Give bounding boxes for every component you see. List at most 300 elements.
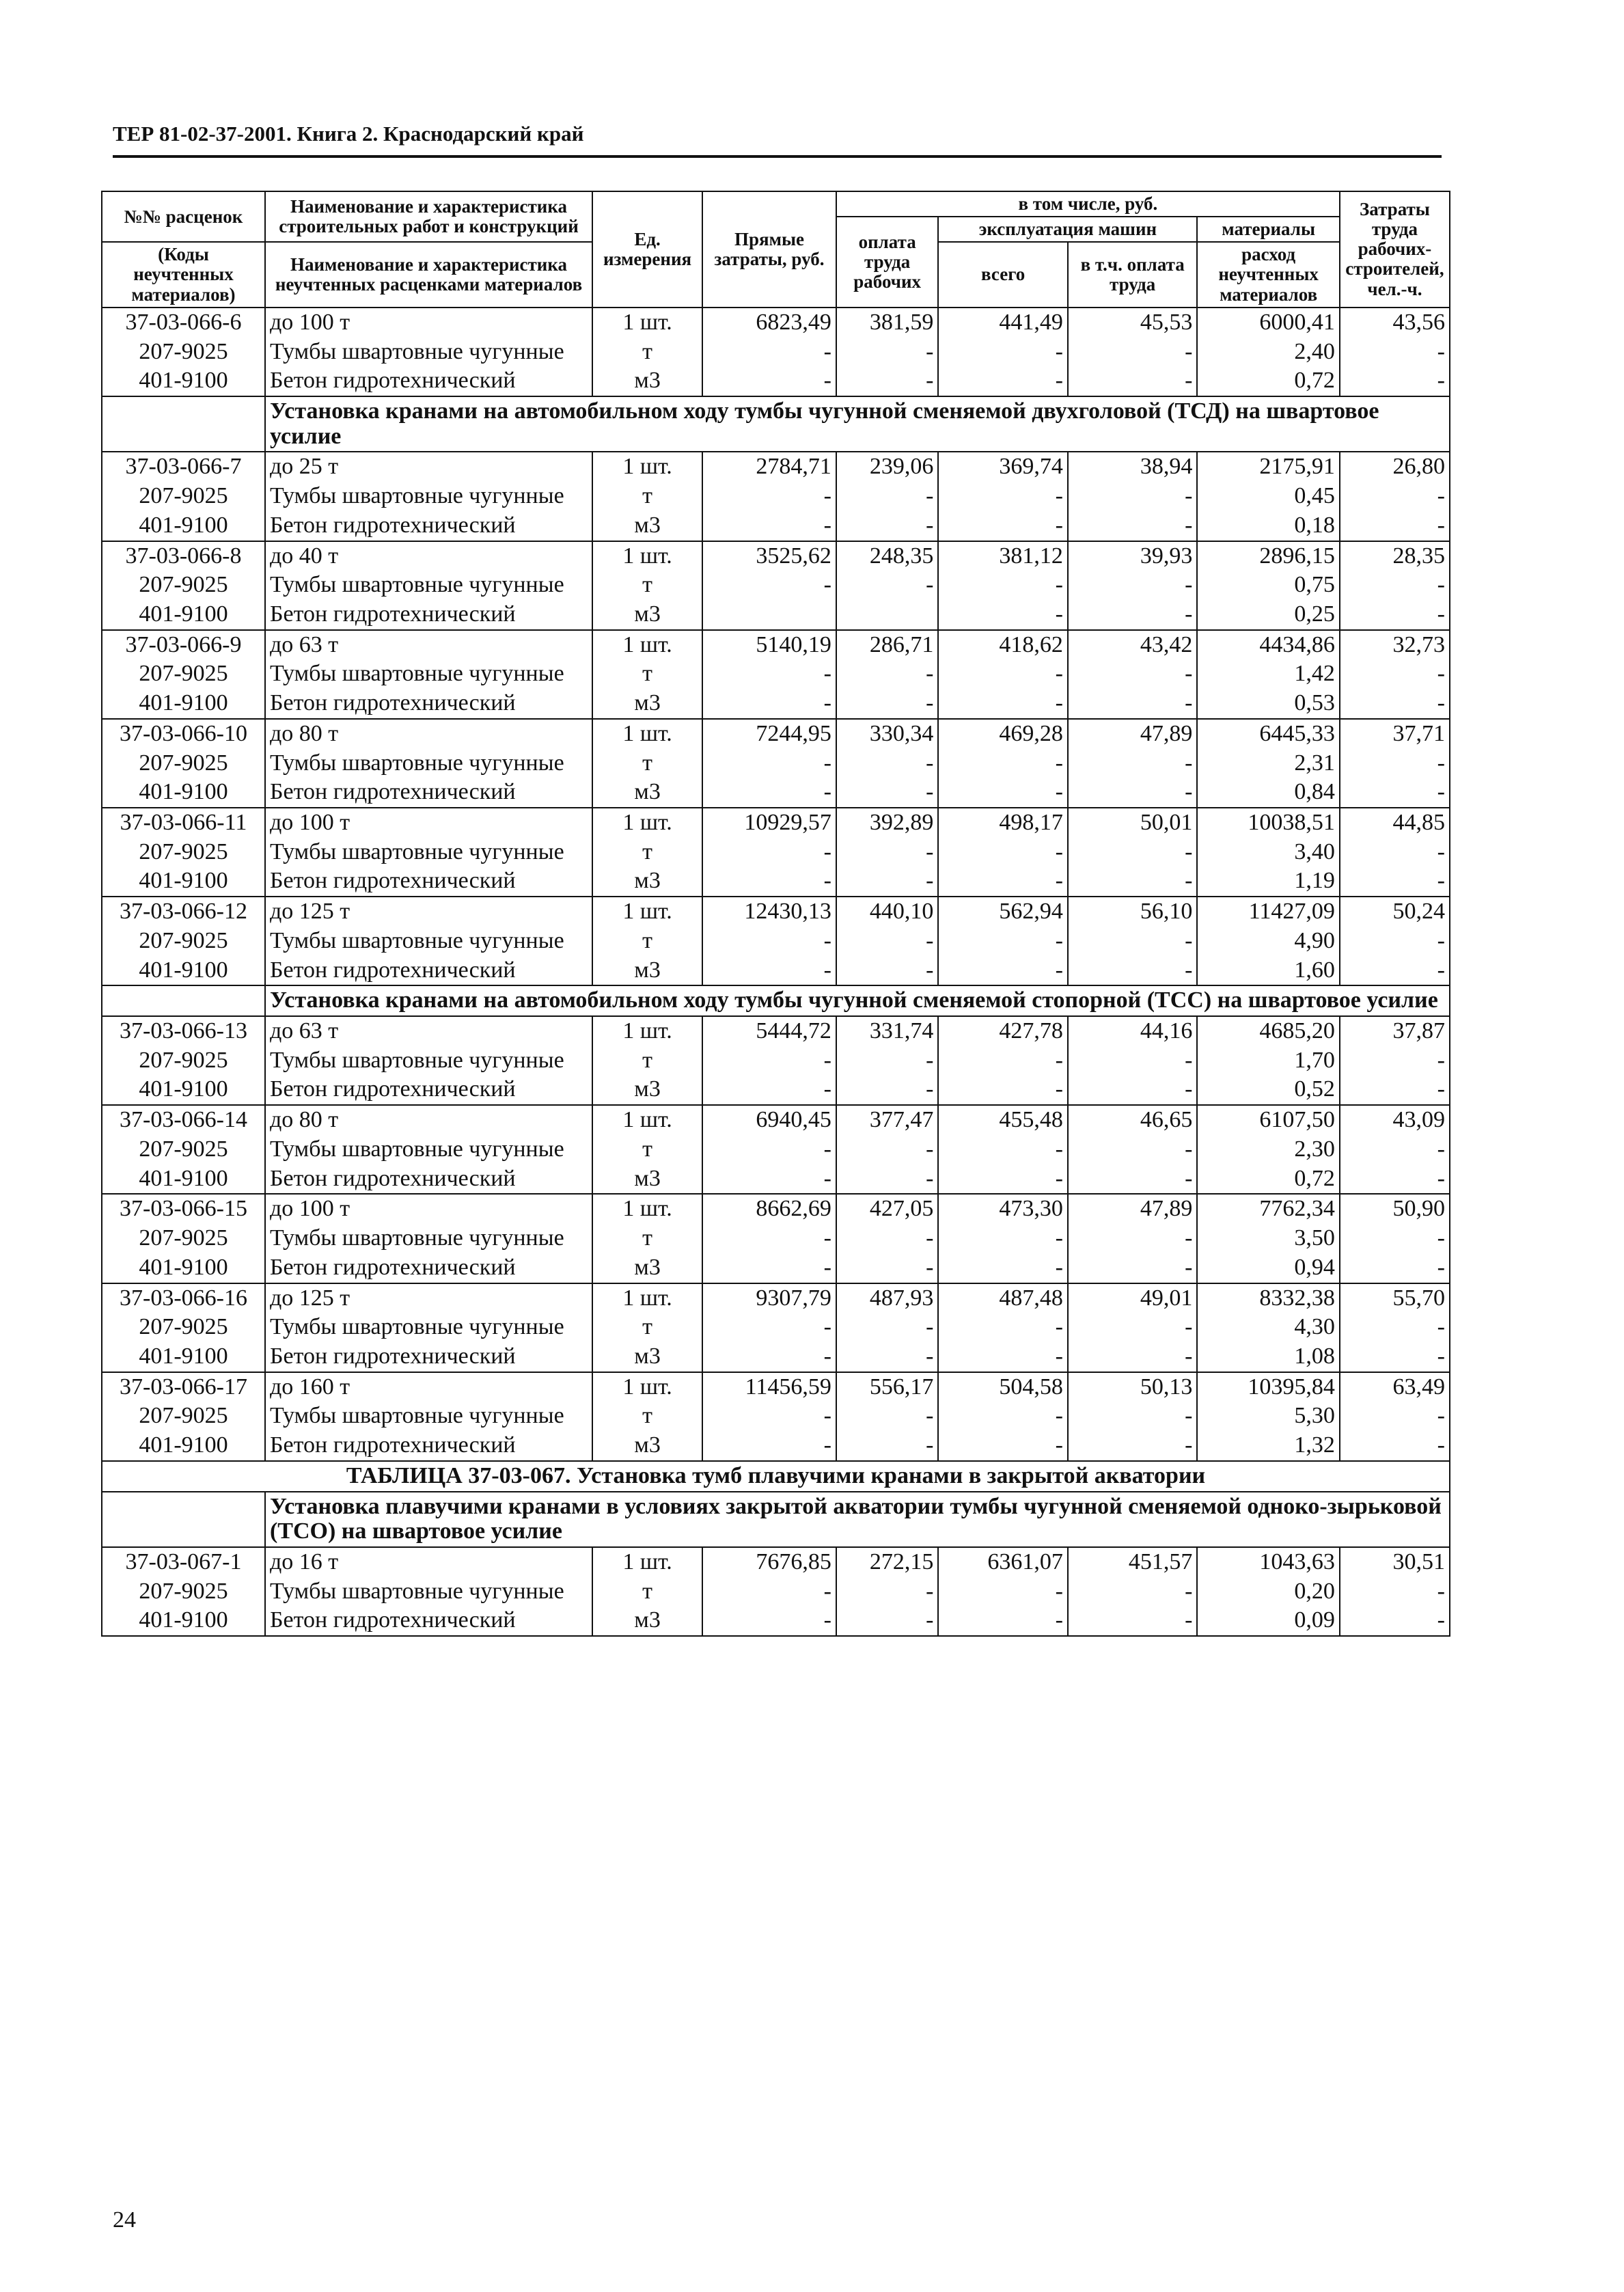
labor-hours: - — [1340, 749, 1450, 778]
direct-cost: 2784,71 — [702, 452, 836, 482]
rate-code: 401-9100 — [102, 511, 265, 541]
machines-total: - — [938, 338, 1068, 367]
machines-total: - — [938, 571, 1068, 600]
machines-labor: - — [1068, 956, 1198, 986]
machines-total: - — [938, 778, 1068, 808]
rate-code: 401-9100 — [102, 1075, 265, 1105]
rate-code: 207-9025 — [102, 482, 265, 511]
machines-total: - — [938, 482, 1068, 511]
rate-name: Бетон гидротехнический — [265, 366, 592, 396]
rate-name: Бетон гидротехнический — [265, 1253, 592, 1283]
direct-cost: - — [702, 511, 836, 541]
labor-hours: - — [1340, 1075, 1450, 1105]
rate-name: до 100 т — [265, 308, 592, 338]
rate-group — [102, 541, 1450, 630]
machines-labor: - — [1068, 1313, 1198, 1342]
labor-pay: - — [836, 366, 939, 396]
unit: м3 — [592, 511, 702, 541]
labor-pay: - — [836, 1253, 939, 1283]
table-header — [102, 191, 1450, 308]
col-incl: в том числе, руб. — [836, 191, 1340, 217]
labor-hours: - — [1340, 366, 1450, 396]
direct-cost: 5444,72 — [702, 1016, 836, 1046]
rate-row — [102, 1547, 1450, 1577]
unit: 1 шт. — [592, 541, 702, 571]
rate-code: 207-9025 — [102, 1046, 265, 1076]
labor-pay: - — [836, 571, 939, 600]
rate-name: Тумбы швартовные чугунные — [265, 1046, 592, 1076]
material-row — [102, 867, 1450, 897]
rate-group — [102, 1016, 1450, 1105]
rate-code: 37-03-066-12 — [102, 897, 265, 927]
unit: м3 — [592, 956, 702, 986]
rate-row — [102, 897, 1450, 927]
direct-cost: 5140,19 — [702, 630, 836, 660]
section-code-empty — [102, 396, 265, 452]
material-row — [102, 689, 1450, 719]
col-materials: материалы — [1197, 217, 1339, 242]
rate-code: 401-9100 — [102, 1342, 265, 1372]
rate-code: 401-9100 — [102, 1431, 265, 1461]
rate-name: до 63 т — [265, 1016, 592, 1046]
labor-hours: - — [1340, 482, 1450, 511]
materials: 1,42 — [1197, 659, 1339, 689]
machines-total: 469,28 — [938, 719, 1068, 749]
rate-row — [102, 1016, 1450, 1046]
header-rule — [113, 155, 1442, 158]
rate-group — [102, 1372, 1450, 1461]
unit: м3 — [592, 1342, 702, 1372]
rate-code: 37-03-066-7 — [102, 452, 265, 482]
machines-total: - — [938, 689, 1068, 719]
materials: 2,31 — [1197, 749, 1339, 778]
direct-cost: 6940,45 — [702, 1105, 836, 1135]
labor-pay: - — [836, 1135, 939, 1164]
rate-code: 37-03-066-16 — [102, 1283, 265, 1313]
rate-code: 207-9025 — [102, 571, 265, 600]
machines-total: - — [938, 1342, 1068, 1372]
rate-name: Бетон гидротехнический — [265, 1164, 592, 1195]
unit: 1 шт. — [592, 308, 702, 338]
rate-code: 37-03-067-1 — [102, 1547, 265, 1577]
direct-cost: - — [702, 338, 836, 367]
materials: 4,90 — [1197, 927, 1339, 956]
rate-name: Тумбы швартовные чугунные — [265, 659, 592, 689]
col-name-top: Наименование и характеристика строительных работ и конструкций — [265, 191, 592, 242]
machines-labor: 50,13 — [1068, 1372, 1198, 1402]
col-labor-cost: Затраты труда рабочих-строителей, чел.-ч. — [1340, 191, 1450, 308]
machines-labor: 44,16 — [1068, 1016, 1198, 1046]
col-machines-labor: в т.ч. оплата труда — [1068, 242, 1198, 307]
rate-name: до 25 т — [265, 452, 592, 482]
machines-labor: - — [1068, 1046, 1198, 1076]
rate-name: до 100 т — [265, 1194, 592, 1224]
materials: 2175,91 — [1197, 452, 1339, 482]
direct-cost: - — [702, 659, 836, 689]
col-materials-sub: расход неучтенных материалов — [1197, 242, 1339, 307]
rate-code: 207-9025 — [102, 927, 265, 956]
direct-cost: 11456,59 — [702, 1372, 836, 1402]
labor-pay: - — [836, 956, 939, 986]
rate-code: 207-9025 — [102, 659, 265, 689]
machines-labor: - — [1068, 1431, 1198, 1461]
labor-pay: - — [836, 1606, 939, 1636]
machines-labor: 38,94 — [1068, 452, 1198, 482]
labor-pay: 392,89 — [836, 808, 939, 838]
rate-name: Бетон гидротехнический — [265, 778, 592, 808]
machines-labor: - — [1068, 1164, 1198, 1195]
rate-row — [102, 1372, 1450, 1402]
unit: м3 — [592, 1431, 702, 1461]
section-block — [102, 396, 1450, 452]
machines-total: 6361,07 — [938, 1547, 1068, 1577]
materials: 2,30 — [1197, 1135, 1339, 1164]
unit: 1 шт. — [592, 1016, 702, 1046]
labor-pay: - — [836, 838, 939, 867]
material-row — [102, 659, 1450, 689]
labor-hours: 30,51 — [1340, 1547, 1450, 1577]
material-row — [102, 1046, 1450, 1076]
rate-code: 37-03-066-17 — [102, 1372, 265, 1402]
labor-hours: - — [1340, 689, 1450, 719]
rate-code: 37-03-066-15 — [102, 1194, 265, 1224]
labor-hours: - — [1340, 1577, 1450, 1607]
direct-cost: - — [702, 778, 836, 808]
direct-cost: - — [702, 1135, 836, 1164]
machines-total: - — [938, 1075, 1068, 1105]
machines-total: 562,94 — [938, 897, 1068, 927]
rate-name: Бетон гидротехнический — [265, 1606, 592, 1636]
machines-total: 498,17 — [938, 808, 1068, 838]
direct-cost: 9307,79 — [702, 1283, 836, 1313]
unit: м3 — [592, 600, 702, 630]
rate-name: до 40 т — [265, 541, 592, 571]
rate-code: 401-9100 — [102, 366, 265, 396]
machines-labor: - — [1068, 1075, 1198, 1105]
unit: т — [592, 927, 702, 956]
materials: 8332,38 — [1197, 1283, 1339, 1313]
rate-code: 37-03-066-10 — [102, 719, 265, 749]
unit: 1 шт. — [592, 1283, 702, 1313]
machines-labor: - — [1068, 600, 1198, 630]
unit: м3 — [592, 366, 702, 396]
machines-labor: - — [1068, 511, 1198, 541]
rate-name: Тумбы швартовные чугунные — [265, 1135, 592, 1164]
machines-total: 487,48 — [938, 1283, 1068, 1313]
labor-hours: - — [1340, 1224, 1450, 1253]
unit: 1 шт. — [592, 1372, 702, 1402]
materials: 0,53 — [1197, 689, 1339, 719]
labor-pay: 286,71 — [836, 630, 939, 660]
unit: 1 шт. — [592, 897, 702, 927]
rate-name: Бетон гидротехнический — [265, 867, 592, 897]
unit: м3 — [592, 1253, 702, 1283]
rate-name: до 16 т — [265, 1547, 592, 1577]
rate-code: 401-9100 — [102, 689, 265, 719]
rate-row — [102, 452, 1450, 482]
rate-row — [102, 1194, 1450, 1224]
rate-code: 207-9025 — [102, 838, 265, 867]
rate-group — [102, 308, 1450, 396]
direct-cost: - — [702, 749, 836, 778]
materials: 1043,63 — [1197, 1547, 1339, 1577]
machines-labor: - — [1068, 1135, 1198, 1164]
machines-total: 369,74 — [938, 452, 1068, 482]
unit: т — [592, 482, 702, 511]
section-title: Установка кранами на автомобильном ходу тумбы чугунной сменяемой двухголовой (ТСД) на швартовое усилие — [265, 396, 1450, 452]
material-row — [102, 511, 1450, 541]
section-block — [102, 1492, 1450, 1547]
material-row — [102, 1313, 1450, 1342]
page-number: 24 — [113, 2207, 136, 2233]
materials: 5,30 — [1197, 1402, 1339, 1431]
labor-hours: - — [1340, 659, 1450, 689]
labor-pay: - — [836, 482, 939, 511]
unit: т — [592, 659, 702, 689]
materials: 4434,86 — [1197, 630, 1339, 660]
machines-labor: - — [1068, 659, 1198, 689]
machines-labor: 49,01 — [1068, 1283, 1198, 1313]
unit: м3 — [592, 1075, 702, 1105]
labor-hours: 37,87 — [1340, 1016, 1450, 1046]
rate-code: 37-03-066-6 — [102, 308, 265, 338]
machines-total: 455,48 — [938, 1105, 1068, 1135]
rate-code: 401-9100 — [102, 1164, 265, 1195]
rate-name: Тумбы швартовные чугунные — [265, 838, 592, 867]
unit: м3 — [592, 1164, 702, 1195]
section-code-empty — [102, 985, 265, 1016]
rate-code: 207-9025 — [102, 1577, 265, 1607]
material-row — [102, 956, 1450, 986]
col-unit: Ед. измерения — [592, 191, 702, 308]
machines-labor: - — [1068, 1342, 1198, 1372]
direct-cost: - — [702, 1606, 836, 1636]
machines-total: - — [938, 1431, 1068, 1461]
machines-labor: 451,57 — [1068, 1547, 1198, 1577]
machines-total: - — [938, 1402, 1068, 1431]
direct-cost: 10929,57 — [702, 808, 836, 838]
material-row — [102, 600, 1450, 630]
material-row — [102, 1075, 1450, 1105]
materials: 1,08 — [1197, 1342, 1339, 1372]
materials: 0,72 — [1197, 1164, 1339, 1195]
rate-name: Бетон гидротехнический — [265, 956, 592, 986]
labor-pay: - — [836, 1075, 939, 1105]
rate-code: 401-9100 — [102, 1253, 265, 1283]
materials: 0,94 — [1197, 1253, 1339, 1283]
rate-group — [102, 630, 1450, 719]
unit: 1 шт. — [592, 452, 702, 482]
direct-cost: - — [702, 1224, 836, 1253]
unit: 1 шт. — [592, 630, 702, 660]
direct-cost: - — [702, 1402, 836, 1431]
direct-cost: - — [702, 1342, 836, 1372]
rate-name: до 125 т — [265, 1283, 592, 1313]
section-row — [102, 396, 1450, 452]
machines-labor: - — [1068, 482, 1198, 511]
materials: 0,84 — [1197, 778, 1339, 808]
materials: 6000,41 — [1197, 308, 1339, 338]
labor-hours: - — [1340, 1253, 1450, 1283]
labor-hours: 26,80 — [1340, 452, 1450, 482]
unit: м3 — [592, 867, 702, 897]
machines-labor: - — [1068, 1253, 1198, 1283]
table-title-row — [102, 1461, 1450, 1492]
machines-total: 381,12 — [938, 541, 1068, 571]
rate-group — [102, 1105, 1450, 1194]
labor-hours: - — [1340, 778, 1450, 808]
rate-name: Бетон гидротехнический — [265, 600, 592, 630]
machines-labor: - — [1068, 838, 1198, 867]
unit: т — [592, 749, 702, 778]
materials: 1,70 — [1197, 1046, 1339, 1076]
materials: 10038,51 — [1197, 808, 1339, 838]
rate-name: Бетон гидротехнический — [265, 1431, 592, 1461]
rate-code: 207-9025 — [102, 338, 265, 367]
machines-labor: - — [1068, 1606, 1198, 1636]
rate-code: 207-9025 — [102, 1135, 265, 1164]
machines-total: - — [938, 659, 1068, 689]
labor-pay: 487,93 — [836, 1283, 939, 1313]
labor-pay: - — [836, 511, 939, 541]
rate-name: Тумбы швартовные чугунные — [265, 482, 592, 511]
material-row — [102, 1135, 1450, 1164]
labor-hours: 50,90 — [1340, 1194, 1450, 1224]
labor-hours: 32,73 — [1340, 630, 1450, 660]
material-row — [102, 1253, 1450, 1283]
materials: 0,09 — [1197, 1606, 1339, 1636]
machines-total: 427,78 — [938, 1016, 1068, 1046]
labor-hours: - — [1340, 1606, 1450, 1636]
labor-pay: - — [836, 338, 939, 367]
labor-hours: - — [1340, 1135, 1450, 1164]
machines-total: - — [938, 366, 1068, 396]
rate-name: Бетон гидротехнический — [265, 1075, 592, 1105]
labor-hours: - — [1340, 511, 1450, 541]
rate-code: 37-03-066-13 — [102, 1016, 265, 1046]
rate-row — [102, 719, 1450, 749]
machines-labor: 43,42 — [1068, 630, 1198, 660]
direct-cost: - — [702, 571, 836, 600]
rate-name: Тумбы швартовные чугунные — [265, 1224, 592, 1253]
machines-total: 473,30 — [938, 1194, 1068, 1224]
labor-hours: 43,56 — [1340, 308, 1450, 338]
machines-total: - — [938, 1224, 1068, 1253]
machines-total: 441,49 — [938, 308, 1068, 338]
materials: 10395,84 — [1197, 1372, 1339, 1402]
material-row — [102, 1342, 1450, 1372]
machines-total: - — [938, 1313, 1068, 1342]
direct-cost: - — [702, 927, 836, 956]
labor-pay: 331,74 — [836, 1016, 939, 1046]
material-row — [102, 1402, 1450, 1431]
rate-group — [102, 1283, 1450, 1372]
unit: 1 шт. — [592, 1105, 702, 1135]
machines-total: - — [938, 1046, 1068, 1076]
unit: 1 шт. — [592, 1194, 702, 1224]
machines-total: - — [938, 1135, 1068, 1164]
labor-hours: 37,71 — [1340, 719, 1450, 749]
rate-row — [102, 1283, 1450, 1313]
direct-cost: - — [702, 1075, 836, 1105]
rate-group — [102, 1194, 1450, 1283]
labor-pay — [836, 600, 939, 630]
labor-hours: 55,70 — [1340, 1283, 1450, 1313]
materials: 4685,20 — [1197, 1016, 1339, 1046]
material-row — [102, 778, 1450, 808]
rate-name: до 125 т — [265, 897, 592, 927]
materials: 6445,33 — [1197, 719, 1339, 749]
direct-cost: 7244,95 — [702, 719, 836, 749]
material-row — [102, 482, 1450, 511]
machines-total: 504,58 — [938, 1372, 1068, 1402]
material-row — [102, 927, 1450, 956]
rate-name: Бетон гидротехнический — [265, 1342, 592, 1372]
direct-cost: - — [702, 1313, 836, 1342]
labor-hours: - — [1340, 838, 1450, 867]
labor-hours: 44,85 — [1340, 808, 1450, 838]
labor-hours: - — [1340, 1402, 1450, 1431]
machines-labor: 46,65 — [1068, 1105, 1198, 1135]
section-title: Установка плавучими кранами в условиях закрытой акватории тумбы чугунной сменяемой одноко-зырьковой (ТСО) на швартовое усилие — [265, 1492, 1450, 1547]
material-row — [102, 1577, 1450, 1607]
rate-name: Тумбы швартовные чугунные — [265, 1577, 592, 1607]
labor-pay: - — [836, 689, 939, 719]
labor-hours: - — [1340, 338, 1450, 367]
col-direct: Прямые затраты, руб. — [702, 191, 836, 308]
materials: 0,18 — [1197, 511, 1339, 541]
machines-labor: - — [1068, 1402, 1198, 1431]
unit: м3 — [592, 1606, 702, 1636]
rate-group — [102, 897, 1450, 985]
col-code-bottom: (Коды неучтенных материалов) — [102, 242, 265, 307]
labor-hours: - — [1340, 1164, 1450, 1195]
machines-labor: 50,01 — [1068, 808, 1198, 838]
rate-name: до 80 т — [265, 719, 592, 749]
machines-labor: 47,89 — [1068, 1194, 1198, 1224]
col-machines-total: всего — [938, 242, 1068, 307]
direct-cost: 6823,49 — [702, 308, 836, 338]
machines-total: - — [938, 838, 1068, 867]
material-row — [102, 1606, 1450, 1636]
materials: 0,20 — [1197, 1577, 1339, 1607]
machines-labor: - — [1068, 571, 1198, 600]
labor-pay: 377,47 — [836, 1105, 939, 1135]
materials: 6107,50 — [1197, 1105, 1339, 1135]
materials: 3,40 — [1197, 838, 1339, 867]
labor-pay: - — [836, 1046, 939, 1076]
machines-total: - — [938, 1606, 1068, 1636]
page-header: ТЕР 81-02-37-2001. Книга 2. Краснодарский край — [113, 122, 584, 146]
direct-cost: 7676,85 — [702, 1547, 836, 1577]
materials: 0,72 — [1197, 366, 1339, 396]
rate-name: до 80 т — [265, 1105, 592, 1135]
unit: т — [592, 1577, 702, 1607]
unit: 1 шт. — [592, 808, 702, 838]
labor-hours: - — [1340, 867, 1450, 897]
unit: т — [592, 838, 702, 867]
machines-total: - — [938, 956, 1068, 986]
rate-code: 401-9100 — [102, 600, 265, 630]
machines-total: - — [938, 867, 1068, 897]
materials: 3,50 — [1197, 1224, 1339, 1253]
labor-pay: - — [836, 1313, 939, 1342]
rate-row — [102, 808, 1450, 838]
material-row — [102, 838, 1450, 867]
labor-hours: - — [1340, 600, 1450, 630]
rate-name: Тумбы швартовные чугунные — [265, 1313, 592, 1342]
materials: 0,75 — [1197, 571, 1339, 600]
